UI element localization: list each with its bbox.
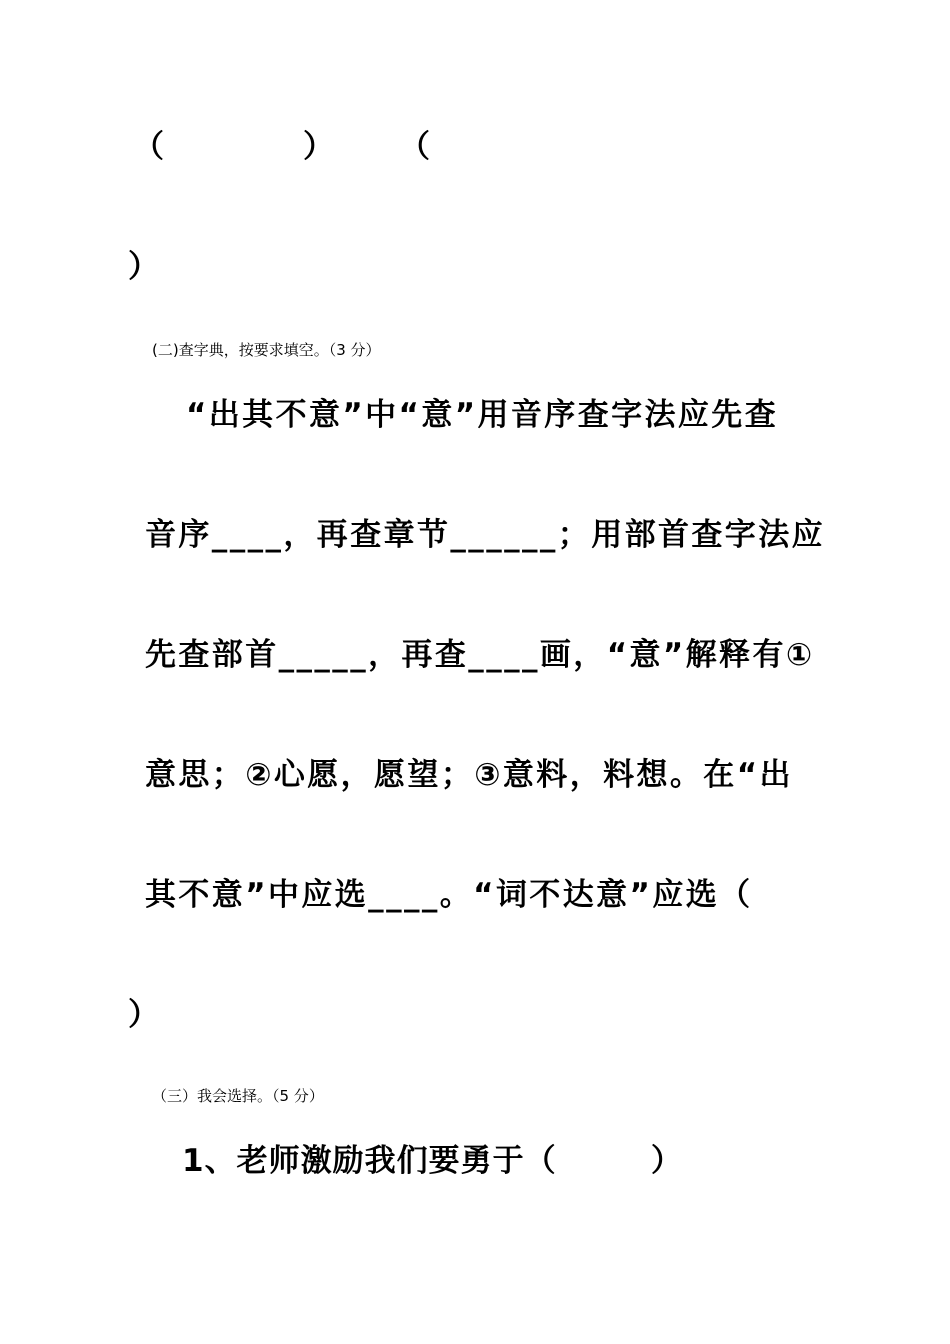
paragraph-line-6: ） (128, 997, 162, 1033)
paragraph-line-3: 先查部首_____，再查____画，“意”解释有① (145, 637, 815, 673)
answer-parentheses-row (0, 129, 950, 168)
answer-close-paren: ） (128, 249, 159, 285)
section-3-heading: （三）我会选择。（5 分） (152, 1087, 324, 1105)
paragraph-line-4: 意思；②心愿，愿望；③意料，料想。在“出 (145, 757, 793, 793)
paragraph-line-2: 音序____，再查章节______；用部首查字法应 (145, 517, 825, 553)
paragraph-line-1: “出其不意”中“意”用音序查字法应先查 (186, 397, 779, 433)
open-paren-1: （ (133, 129, 164, 165)
paragraph-line-5: 其不意”中应选____。“词不达意”应选（ (145, 877, 753, 913)
section-2-heading: (二)查字典，按要求填空。（3 分） (152, 341, 381, 359)
question-1: 1、老师激励我们要勇于（ ） (182, 1143, 683, 1179)
close-paren-1: ） (303, 129, 334, 165)
open-paren-2: （ (399, 129, 430, 165)
